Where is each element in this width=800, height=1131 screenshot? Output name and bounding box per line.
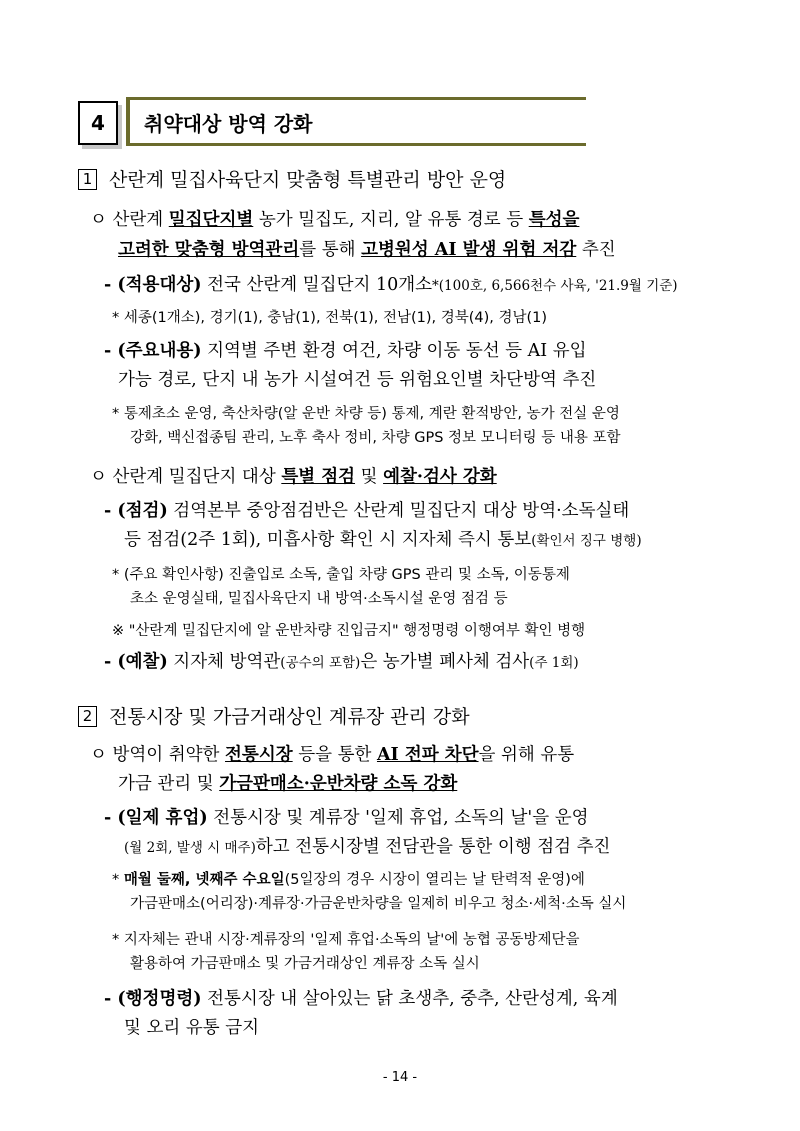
- inspection-note-line-1: * (주요 확인사항) 진출입로 소독, 출입 차량 GPS 관리 및 소독, 이동통제: [112, 567, 570, 583]
- section-header: [78, 97, 588, 147]
- text: 등을 통한: [292, 745, 377, 765]
- text: 지자체 방역관: [167, 652, 281, 672]
- bullet-3-line-1: [90, 741, 574, 766]
- text: 을 위해 유통: [478, 745, 575, 765]
- page-number: - 14 -: [382, 1070, 418, 1085]
- closure-item-line-1: [104, 804, 589, 829]
- subsection-2-heading: [78, 702, 470, 729]
- text-emphasis: 고려한 맞춤형 방역관리: [118, 240, 300, 260]
- closure-note-2-line-2: 활용하여 가금판매소 및 가금거래상인 계류장 소독 실시: [130, 956, 480, 972]
- text: ㅇ 방역이 취약한: [90, 745, 226, 765]
- inspection-note-line-2: 초소 운영실태, 밀집사육단지 내 방역·소독시설 운영 점검 등: [130, 591, 508, 607]
- header-top-rule: [126, 97, 586, 100]
- text: ㅇ 산란계 밀집단지 대상: [90, 467, 282, 487]
- text-emphasis: 특별 점검: [281, 467, 356, 487]
- text-small: (주 1회): [529, 655, 579, 671]
- bullet-1-line-2: [118, 236, 616, 261]
- text: 가금 관리 및: [118, 774, 220, 794]
- main-content-item-line-2: 가능 경로, 단지 내 농가 시설여건 등 위험요인별 차단방역 추진: [118, 370, 597, 390]
- item-label: - (점검): [104, 501, 168, 521]
- apply-target-note: * 세종(1개소), 경기(1), 충남(1), 전북(1), 전남(1), 경북(4), 경남(1): [112, 310, 548, 326]
- inspection-item-line-1: [104, 497, 629, 522]
- text: 전통시장 및 계류장 '일제 휴업, 소독의 날'을 운영: [207, 808, 589, 828]
- text: 검역본부 중앙점검반은 산란계 밀집단지 대상 방역·소독실태: [167, 501, 630, 521]
- subsection-2-number: 2: [78, 706, 97, 727]
- text-small: (공수의 포함): [280, 655, 361, 671]
- text: 추진: [576, 240, 616, 260]
- reference-note: ※ "산란계 밀집단지에 알 운반차량 진입금지" 행정명령 이행여부 확인 병행: [112, 623, 586, 639]
- text-emphasis: 예찰·검사 강화: [383, 467, 497, 487]
- text: 를 통해: [299, 240, 362, 260]
- text-emphasis: 전통시장: [225, 745, 293, 765]
- text: ㅇ 산란계: [90, 210, 169, 230]
- apply-target-item: [104, 271, 678, 296]
- text: 지역별 주변 환경 여건, 차량 이동 동선 등 AI 유입: [201, 341, 587, 361]
- text-small: (월 2회, 발생 시 매주): [124, 840, 256, 856]
- closure-note-2-line-1: * 지자체는 관내 시장·계류장의 '일제 휴업·소독의 날'에 농협 공동방제단을: [112, 932, 580, 948]
- text-small: (확인서 징구 병행): [531, 533, 642, 549]
- text: 하고 전통시장별 전담관을 통한 이행 점검 추진: [255, 837, 611, 857]
- subsection-2-title: 전통시장 및 가금거래상인 계류장 관리 강화: [109, 706, 470, 728]
- item-label: - (일제 휴업): [104, 808, 208, 828]
- item-label: - (적용대상): [104, 275, 202, 295]
- inspection-item-line-2: [124, 526, 642, 551]
- text: (5일장의 경우 시장이 열리는 날 탄력적 운영)에: [284, 872, 585, 888]
- text: 은 농가별 폐사체 검사: [360, 652, 530, 672]
- item-label: - (주요내용): [104, 341, 202, 361]
- section-title: 취약대상 방역 강화: [144, 112, 313, 136]
- text-emphasis: 가금판매소·운반차량 소독 강화: [219, 774, 458, 794]
- text: 농가 밀집도, 지리, 알 유통 경로 등: [253, 210, 529, 230]
- header-bottom-rule: [126, 143, 586, 146]
- closure-note-1-line-2: 가금판매소(어리장)·계류장·가금운반차량을 일제히 비우고 청소·세척·소독 실시: [130, 896, 627, 912]
- text-emphasis: AI 전파 차단: [376, 745, 479, 765]
- admin-order-item-line-2: 및 오리 유통 금지: [124, 1018, 260, 1038]
- text-small: *(100호, 6,566천수 사육, '21.9월 기준): [432, 278, 678, 294]
- main-content-item-line-1: [104, 337, 587, 362]
- text: 및: [355, 467, 384, 487]
- subsection-1-number: 1: [78, 169, 97, 190]
- text-emphasis: 매월 둘째, 넷째주 수요일: [123, 872, 285, 888]
- bullet-2: [90, 463, 497, 488]
- text: 전통시장 내 살아있는 닭 초생추, 중추, 산란성계, 육계: [201, 989, 618, 1009]
- text: 전국 산란계 밀집단지 10개소: [201, 275, 433, 295]
- header-left-rule: [126, 97, 130, 146]
- closure-note-1-line-1: [112, 868, 585, 889]
- section-number: 4: [78, 101, 118, 145]
- text-emphasis: 특성을: [528, 210, 580, 230]
- text-emphasis: 고병원성 AI 발생 위험 저감: [361, 240, 577, 260]
- subsection-1-heading: [78, 165, 506, 192]
- closure-item-line-2: [124, 833, 610, 858]
- main-content-note-line-2: 강화, 백신접종팀 관리, 노후 축사 정비, 차량 GPS 정보 모니터링 등 내용 포함: [130, 430, 621, 446]
- text: *: [112, 872, 124, 888]
- main-content-note-line-1: * 통제초소 운영, 축산차량(알 운반 차량 등) 통제, 계란 환적방안, 농가 전실 운영: [112, 406, 620, 422]
- item-label: - (행정명령): [104, 989, 202, 1009]
- admin-order-item-line-1: [104, 985, 618, 1010]
- item-label: - (예찰): [104, 652, 168, 672]
- bullet-3-line-2: [118, 770, 457, 795]
- bullet-1-line-1: [90, 206, 579, 231]
- text: 등 점검(2주 1회), 미흡사항 확인 시 지자체 즉시 통보: [124, 530, 532, 550]
- text-emphasis: 밀집단지별: [168, 210, 254, 230]
- subsection-1-title: 산란계 밀집사육단지 맞춤형 특별관리 방안 운영: [109, 169, 507, 191]
- surveillance-item: [104, 648, 579, 673]
